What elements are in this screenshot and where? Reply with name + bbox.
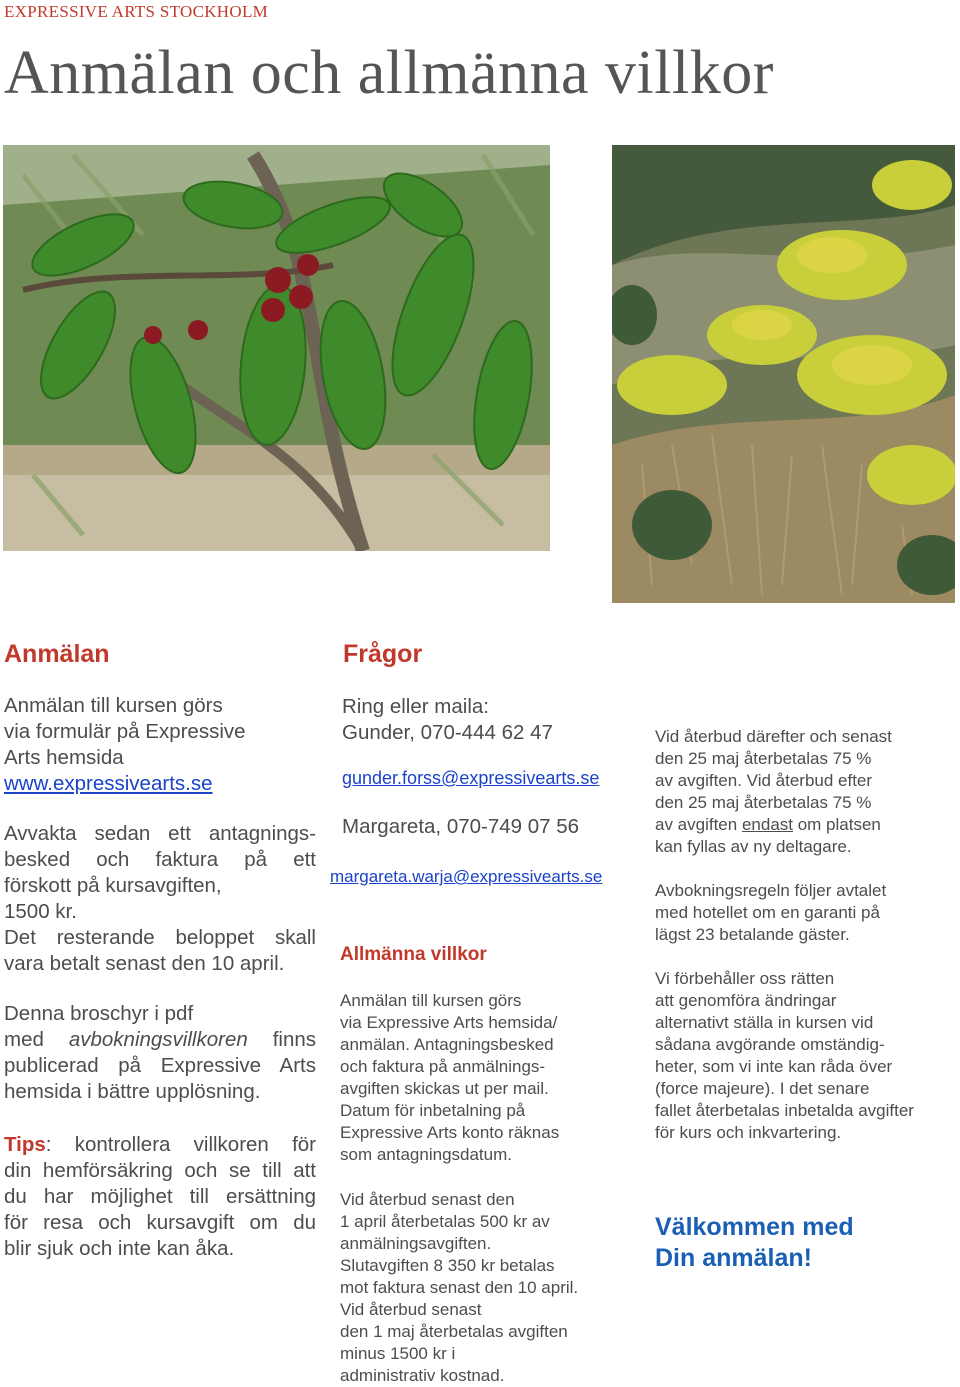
text-line: kan fyllas av ny deltagare.	[655, 837, 852, 856]
text-line: via Expressive Arts hemsida/	[340, 1013, 558, 1032]
text-line	[4, 1132, 316, 1158]
text-fragment: : kontrollera villkoren för	[45, 1133, 316, 1156]
anmalan-paragraph-3	[4, 1001, 316, 1105]
anmalan-paragraph-1	[4, 693, 316, 797]
text-line: Vi förbehåller oss rätten	[655, 969, 835, 988]
villkor-paragraph-1	[340, 990, 559, 1166]
text-line: din hemförsäkring och se till att	[4, 1159, 316, 1182]
text-line: Anmälan till kursen görs	[340, 991, 522, 1010]
tips-paragraph	[4, 1132, 316, 1262]
text-line: Datum för inbetalning på	[340, 1101, 526, 1120]
text-line: sådana avgörande omständig-	[655, 1035, 885, 1054]
text-line: av avgiften. Vid återbud efter	[655, 771, 873, 790]
anmalan-paragraph-2	[4, 821, 316, 977]
text-line: alternativt ställa in kursen vid	[655, 1013, 874, 1032]
text-fragment: av avgiften	[655, 815, 742, 834]
text-line	[655, 814, 955, 836]
text-line: och faktura på anmälnings-	[340, 1057, 546, 1076]
text-line: lägst 23 betalande gäster.	[655, 925, 850, 944]
text-line: hemsida i bättre upplösning.	[4, 1080, 261, 1103]
email-link-margareta[interactable]: margareta.warja@expressivearts.se	[330, 867, 603, 886]
text-fragment: om platsen	[793, 815, 881, 834]
text-line: administrativ kostnad.	[340, 1366, 505, 1385]
text-line: Vid återbud senast	[340, 1300, 482, 1319]
text-line: Vid återbud därefter och senast	[655, 727, 892, 746]
text-line: du har möjlighet till ersättning	[4, 1185, 316, 1208]
text-line: (force majeure). I det senare	[655, 1079, 870, 1098]
col3-paragraph-2	[655, 880, 955, 946]
text-line: heter, som vi inte kan råda över	[655, 1057, 893, 1076]
villkor-heading: Allmänna villkor	[340, 944, 487, 965]
text-line: anmälningsavgiften.	[340, 1234, 492, 1253]
text-line: den 25 maj återbetalas 75 %	[655, 749, 872, 768]
welcome-line: Välkommen med	[655, 1213, 854, 1241]
contact-margareta: Margareta, 070-749 07 56	[342, 815, 580, 838]
text-line: att genomföra ändringar	[655, 991, 837, 1010]
text-line: som antagningsdatum.	[340, 1145, 512, 1164]
text-line: Arts hemsida	[4, 746, 124, 769]
text-line: via formulär på Expressive	[4, 720, 246, 743]
text-line: publicerad på Expressive Arts	[4, 1054, 316, 1077]
hillside-photo	[612, 145, 955, 603]
text-fragment: finns	[247, 1028, 317, 1051]
text-line: Denna broschyr i pdf	[4, 1002, 194, 1025]
text-line: besked och faktura på ett	[4, 848, 316, 871]
text-line: 1 april återbetalas 500 kr av	[340, 1212, 550, 1231]
text-line: Anmälan till kursen görs	[4, 694, 223, 717]
email-link-gunder[interactable]: gunder.forss@expressivearts.se	[342, 768, 600, 788]
text-line: blir sjuk och inte kan åka.	[4, 1237, 235, 1260]
text-line: avgiften skickas ut per mail.	[340, 1079, 549, 1098]
col3-paragraph-1	[655, 726, 955, 858]
cherry-branch-photo	[3, 145, 550, 551]
text-line: Expressive Arts konto räknas	[340, 1123, 560, 1142]
text-line: för kurs och inkvartering.	[655, 1123, 842, 1142]
emphasis-text: avbokningsvillkoren	[68, 1028, 248, 1051]
website-link[interactable]: www.expressivearts.se	[4, 772, 213, 795]
text-line: Avvakta sedan ett antagnings-	[4, 822, 316, 845]
fragor-intro	[342, 694, 553, 746]
text-line: anmälan. Antagningsbesked	[340, 1035, 554, 1054]
villkor-paragraph-2	[340, 1189, 578, 1387]
fragor-heading: Frågor	[343, 640, 423, 668]
underlined-text: endast	[741, 815, 793, 834]
text-line: den 1 maj återbetalas avgiften	[340, 1322, 568, 1341]
text-line: för resa och kursavgift om du	[4, 1211, 316, 1234]
text-line: förskott på kursavgiften,	[4, 874, 222, 897]
text-line	[4, 1027, 316, 1053]
tips-label: Tips	[4, 1133, 46, 1156]
brand-name: EXPRESSIVE ARTS STOCKHOLM	[4, 2, 269, 21]
text-line: Ring eller maila:	[342, 695, 489, 718]
contact-gunder: Gunder, 070-444 62 47	[342, 721, 553, 744]
text-line: Det resterande beloppet skall	[4, 926, 316, 949]
anmalan-heading: Anmälan	[4, 640, 110, 668]
text-line: den 25 maj återbetalas 75 %	[655, 793, 872, 812]
text-line: mot faktura senast den 10 april.	[340, 1278, 579, 1297]
text-line: Avbokningsregeln följer avtalet	[655, 881, 887, 900]
text-line: vara betalt senast den 10 april.	[4, 952, 285, 975]
text-line: minus 1500 kr i	[340, 1344, 456, 1363]
text-line: med hotellet om en garanti på	[655, 903, 880, 922]
welcome-message	[655, 1212, 854, 1274]
text-fragment: med	[4, 1028, 69, 1051]
text-line: 1500 kr.	[4, 900, 77, 923]
text-line: Vid återbud senast den	[340, 1190, 515, 1209]
text-line: fallet återbetalas inbetalda avgifter	[655, 1101, 914, 1120]
welcome-line: Din anmälan!	[655, 1244, 812, 1272]
col3-paragraph-3	[655, 968, 955, 1144]
text-line: Slutavgiften 8 350 kr betalas	[340, 1256, 555, 1275]
page-title: Anmälan och allmänna villkor	[4, 39, 774, 107]
